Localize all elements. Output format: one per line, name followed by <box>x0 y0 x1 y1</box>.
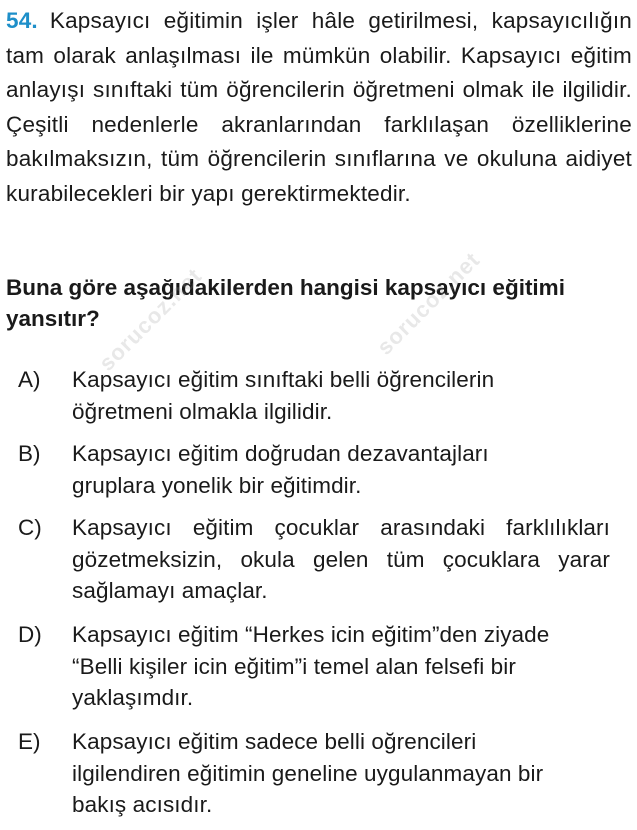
question-prompt: Buna göre aşağıdakilerden hangisi kapsayıcı eğitimi yansıtır? <box>6 275 565 331</box>
answer-options <box>0 364 637 830</box>
option-text: Kapsayıcı eğitim çocuklar arasındaki farklılıkları gözetmeksizin, okula gelen tüm çocuklara yarar sağlamayı amaçlar. <box>72 515 610 603</box>
option-letter: D) <box>18 622 42 647</box>
question-stem-text: Kapsayıcı eğitimin işler hâle getirilmesi, kapsayıcılığın tam olarak anlaşılması ile mümkün olabilir. Kapsayıcı eğitim anlayışı sınıftaki tüm öğrencilerin öğretmeni olmak ile ilgilidir. Çeşitli nedenlerle akranlarından farklılaşan özelliklerine bakılmaksızın, tüm öğrencilerin sınıflarına ve okuluna aidiyet kurabilecekleri bir yapı gerektirmektedir. <box>6 8 632 206</box>
option-e[interactable] <box>0 726 637 826</box>
option-a[interactable] <box>0 364 637 434</box>
option-b[interactable] <box>0 438 637 508</box>
watermark: sorucoz.net <box>94 262 207 376</box>
question-number: 54. <box>6 8 38 33</box>
option-c[interactable] <box>0 512 637 615</box>
option-letter: A) <box>18 367 41 392</box>
option-text: Kapsayıcı eğitim sadece belli oğrencileri ilgilendiren eğitimin geneline uygulanmayan bir bakış acısıdır. <box>72 729 544 817</box>
option-text: Kapsayıcı eğitim doğrudan dezavantajları gruplara yonelik bir eğitimdir. <box>72 441 489 498</box>
option-letter: C) <box>18 515 42 540</box>
option-d[interactable] <box>0 619 637 722</box>
question-stem <box>6 4 632 211</box>
option-letter: E) <box>18 729 41 754</box>
option-text: Kapsayıcı eğitim “Herkes icin eğitim”den ziyade “Belli kişiler icin eğitim”i temel alan felsefi bir yaklaşımdır. <box>72 622 550 710</box>
option-letter: B) <box>18 441 41 466</box>
option-text: Kapsayıcı eğitim sınıftaki belli öğrencilerin öğretmeni olmakla ilgilidir. <box>72 367 495 424</box>
watermark: sorucoz.net <box>372 246 485 360</box>
